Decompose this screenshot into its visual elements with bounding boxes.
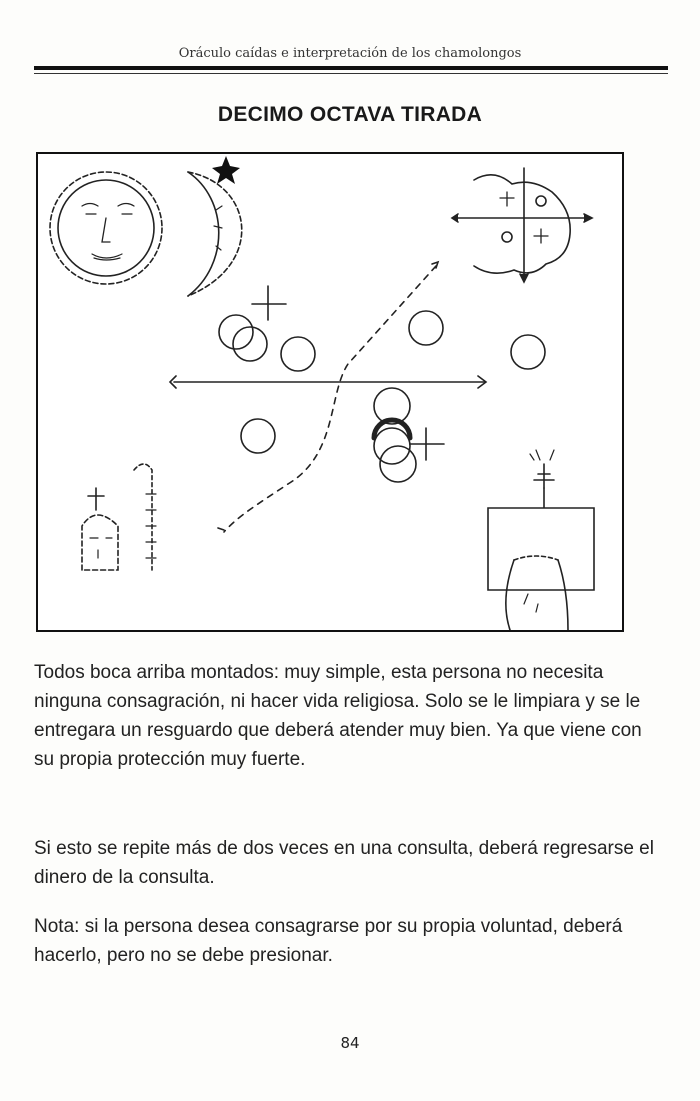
crescent-moon-icon (188, 172, 242, 296)
cane-icon (134, 464, 156, 570)
page-title: DECIMO OCTAVA TIRADA (217, 103, 483, 126)
paragraph-2: Si esto se repite más de dos veces en una consulta, deberá regresarse el dinero de la consulta. (34, 838, 654, 888)
header-rule-thin (34, 73, 668, 74)
plus-mark (252, 286, 286, 320)
shell-pieces (219, 311, 545, 482)
running-header: Oráculo caídas e interpretación de los chamolongos (178, 46, 522, 61)
star-icon (212, 156, 240, 184)
shell-piece-icon (506, 556, 568, 630)
paragraph-1: Todos boca arriba montados: muy simple, esta persona no necesita ninguna consagración, ni hacer vida religiosa. Solo se le limpiara y se le entregara un resguardo que deberá atender muy bien. Ya que viene con su propia protección muy fuerte. (34, 662, 642, 770)
paragraph-3: Nota: si la persona desea consagrarse por su propia voluntad, deberá hacerlo, pero no se debe presionar. (34, 916, 623, 966)
trajectory-line (224, 266, 436, 532)
page-number: 84 (340, 1034, 360, 1052)
reading-diagram (36, 152, 624, 632)
horizontal-arrow (170, 376, 486, 388)
eshu-face-icon (452, 168, 592, 282)
tombstone-cross-icon (82, 488, 118, 570)
sun-face-icon (50, 172, 162, 284)
altar-cross-icon (488, 450, 594, 590)
header-rule-thick (34, 66, 668, 70)
